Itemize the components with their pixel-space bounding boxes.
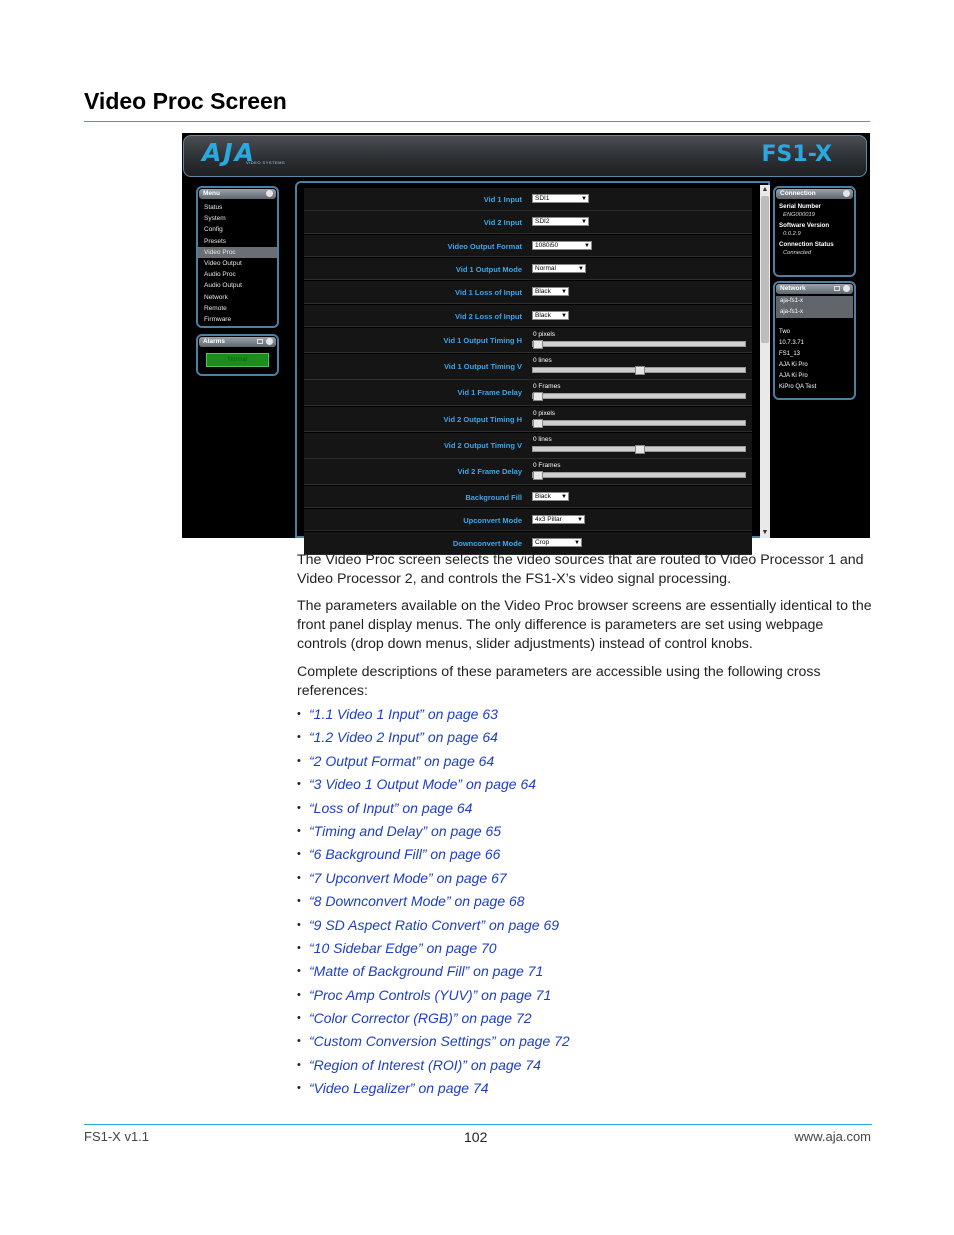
cross-reference-link[interactable]: “2 Output Format” on page 64 — [309, 752, 495, 769]
parameter-row — [304, 509, 752, 532]
slider-handle[interactable] — [533, 419, 543, 428]
slider-handle[interactable] — [533, 471, 543, 480]
cross-reference-item — [297, 821, 570, 844]
cross-reference-list — [297, 704, 570, 1102]
network-device-item[interactable]: 10.7.3.71 — [779, 340, 805, 346]
parameter-label: Downconvert Mode — [452, 539, 522, 549]
bullet-icon: • — [297, 918, 301, 931]
cross-reference-link[interactable]: “3 Video 1 Output Mode” on page 64 — [309, 776, 537, 793]
cross-reference-link[interactable]: “Proc Amp Controls (YUV)” on page 71 — [309, 986, 552, 1003]
parameter-label: Upconvert Mode — [463, 515, 522, 525]
product-logo: FS1-X — [761, 142, 832, 167]
alarms-panel-title: Alarms — [203, 338, 226, 345]
parameter-label: Vid 1 Output Mode — [455, 264, 522, 274]
parameter-label: Vid 2 Input — [483, 218, 522, 228]
network-device-item[interactable]: FS1_13 — [779, 351, 801, 357]
network-device-item[interactable]: Two — [779, 329, 791, 335]
network-panel-title: Network — [780, 285, 806, 292]
chevron-down-icon: ▼ — [577, 516, 583, 523]
bullet-icon: • — [297, 988, 301, 1001]
parameter-row — [304, 281, 752, 304]
cross-reference-item — [297, 844, 570, 867]
bullet-icon: • — [297, 1082, 301, 1095]
cross-reference-item — [297, 891, 570, 914]
dropdown-value: SDI2 — [535, 218, 550, 226]
dropdown-value: Normal — [535, 264, 556, 272]
parameter-slider[interactable] — [532, 446, 746, 452]
parameter-row — [304, 486, 752, 509]
parameters-scrollbar[interactable] — [760, 185, 770, 538]
chevron-down-icon: ▼ — [578, 265, 584, 272]
paragraph-parameters: The parameters available on the Video Proc browser screens are essentially identical to the front panel display menus. The only difference is parameters are set using webpage controls (drop down menus, slider adjustments) instead of control knobs. — [297, 598, 872, 652]
parameter-slider[interactable] — [532, 420, 746, 426]
parameter-label: Vid 2 Output Timing V — [443, 441, 522, 450]
menu-item-network[interactable]: Network — [204, 293, 228, 301]
alarm-status-indicator: Normal — [206, 353, 269, 367]
dropdown-value: 1080i50 — [535, 241, 559, 249]
cross-reference-link[interactable]: “10 Sidebar Edge” on page 70 — [309, 939, 497, 956]
cross-reference-link[interactable]: “8 Downconvert Mode” on page 68 — [309, 893, 525, 910]
bullet-icon: • — [297, 801, 301, 814]
alarms-panel — [196, 334, 279, 376]
parameter-value: 0 lines — [533, 357, 552, 365]
parameter-label: Vid 2 Output Timing H — [443, 414, 522, 424]
slider-handle[interactable] — [533, 340, 543, 349]
scroll-down-icon[interactable]: ▼ — [761, 529, 769, 536]
parameter-dropdown[interactable] — [532, 311, 569, 320]
menu-panel-header — [199, 189, 276, 199]
parameter-value: 0 pixels — [533, 409, 556, 417]
header-banner — [183, 135, 867, 177]
parameter-row — [304, 407, 752, 433]
menu-item-remote[interactable]: Remote — [204, 304, 227, 312]
dropdown-value: Crop — [535, 539, 550, 547]
dropdown-value: 4x3 Pillar — [535, 515, 562, 523]
bullet-icon: • — [297, 1058, 301, 1071]
collapse-icon[interactable] — [266, 190, 273, 197]
cross-reference-link[interactable]: “1.1 Video 1 Input” on page 63 — [309, 706, 498, 722]
title-divider — [84, 121, 870, 122]
footer-divider — [84, 1124, 872, 1125]
cross-reference-item — [297, 751, 570, 774]
parameter-row — [304, 459, 752, 485]
connection-panel-title: Connection — [780, 190, 816, 197]
bullet-icon: • — [297, 824, 301, 837]
parameter-value: 0 lines — [533, 436, 552, 443]
network-panel — [773, 281, 856, 400]
chevron-down-icon: ▼ — [574, 540, 580, 547]
menu-item-video-proc[interactable]: Video Proc — [198, 247, 277, 258]
parameter-row — [304, 433, 752, 459]
connection-panel-header — [776, 189, 853, 199]
alarms-panel-header — [199, 337, 276, 347]
page-number: 102 — [464, 1129, 488, 1145]
bullet-icon: • — [297, 965, 301, 978]
chevron-down-icon: ▼ — [561, 493, 567, 500]
network-device-selected[interactable]: aja-fs1-x — [776, 296, 853, 307]
dropdown-value: Black — [535, 311, 551, 319]
cross-reference-item — [297, 704, 570, 727]
cross-reference-item — [297, 985, 570, 1008]
cross-reference-item — [297, 961, 570, 984]
network-device-list — [775, 327, 854, 393]
dropdown-value: Black — [535, 492, 551, 500]
parameter-label: Video Output Format — [447, 241, 522, 251]
dropdown-value: Black — [535, 288, 551, 296]
cross-reference-item — [297, 868, 570, 891]
network-panel-header — [776, 284, 853, 294]
menu-item-presets[interactable]: Presets — [204, 237, 227, 245]
slider-handle[interactable] — [635, 445, 645, 454]
menu-item-system[interactable]: System — [204, 215, 226, 223]
bullet-icon: • — [297, 871, 301, 884]
cross-reference-item — [297, 727, 570, 750]
bullet-icon: • — [297, 1012, 301, 1025]
bullet-icon: • — [297, 941, 301, 954]
bullet-icon: • — [297, 754, 301, 767]
parameter-slider[interactable] — [532, 472, 746, 478]
cross-reference-item — [297, 1008, 570, 1031]
parameter-row — [304, 211, 752, 234]
collapse-icon[interactable] — [843, 190, 850, 197]
bullet-icon: • — [297, 1035, 301, 1048]
parameter-label: Vid 2 Loss of Input — [455, 311, 522, 321]
footer-product-version: FS1-X v1.1 — [84, 1129, 150, 1144]
parameter-dropdown[interactable] — [532, 287, 569, 296]
chevron-down-icon: ▼ — [584, 242, 590, 249]
collapse-icon[interactable] — [266, 338, 273, 345]
connection-panel — [773, 186, 856, 277]
serial-number-label: Serial Number — [779, 203, 821, 210]
fs1x-webpage-screenshot — [182, 133, 870, 549]
bullet-icon: • — [297, 778, 301, 791]
connection-status-label: Connection Status — [779, 241, 834, 248]
bullet-icon: • — [297, 848, 301, 861]
serial-number-value: ENG000019 — [783, 212, 815, 218]
menu-panel-title: Menu — [203, 190, 220, 197]
menu-item-config[interactable]: Config — [204, 226, 223, 234]
page-title: Video Proc Screen — [84, 88, 287, 114]
cross-reference-link[interactable]: “Loss of Input” on page 64 — [309, 799, 473, 816]
cross-reference-item — [297, 1078, 570, 1101]
cross-reference-link[interactable]: “Timing and Delay” on page 65 — [309, 822, 502, 839]
aja-logo: AJA — [202, 138, 256, 167]
parameter-slider[interactable] — [532, 393, 746, 399]
network-device-item[interactable]: AJA Ki Pro — [779, 373, 808, 379]
scroll-up-icon[interactable]: ▲ — [761, 186, 769, 193]
aja-logo-subtitle: VIDEO SYSTEMS — [246, 160, 286, 165]
bullet-icon: • — [297, 731, 301, 744]
parameter-label: Vid 1 Loss of Input — [455, 288, 522, 298]
parameter-value: 0 pixels — [533, 330, 556, 338]
parameter-slider[interactable] — [532, 341, 746, 347]
slider-handle[interactable] — [635, 366, 645, 375]
cross-reference-item — [297, 1055, 570, 1078]
slider-handle[interactable] — [533, 392, 543, 401]
collapse-icon[interactable] — [843, 285, 850, 292]
parameter-dropdown[interactable] — [532, 241, 592, 250]
cross-reference-link[interactable]: “Region of Interest (ROI)” on page 74 — [309, 1056, 541, 1073]
parameter-row — [304, 188, 752, 211]
chevron-down-icon: ▼ — [561, 289, 567, 296]
menu-item-video-output[interactable]: Video Output — [204, 259, 242, 267]
parameter-label: Vid 1 Input — [483, 195, 522, 204]
parameter-label: Background Fill — [465, 492, 522, 502]
network-device-item[interactable]: AJA Ki Pro — [779, 362, 808, 368]
parameter-row — [304, 328, 752, 354]
video-proc-parameters-panel — [295, 181, 770, 549]
menu-item-audio-proc[interactable]: Audio Proc — [204, 271, 236, 279]
dropdown-value: SDI1 — [535, 195, 550, 202]
parameter-value: 0 Frames — [533, 462, 561, 470]
connection-status-value: Connected — [783, 250, 812, 256]
cross-reference-link[interactable]: “Matte of Background Fill” on page 71 — [309, 963, 544, 980]
parameter-dropdown[interactable] — [532, 492, 569, 501]
cross-reference-link[interactable]: “9 SD Aspect Ratio Convert” on page 69 — [309, 916, 560, 933]
paragraph-references: Complete descriptions of these parameters are accessible using the following cross references: — [297, 664, 821, 699]
parameter-slider[interactable] — [532, 367, 746, 373]
popout-icon[interactable] — [257, 339, 263, 344]
popout-icon[interactable] — [834, 286, 840, 291]
cross-reference-link[interactable]: “7 Upconvert Mode” on page 67 — [309, 869, 507, 886]
menu-item-status[interactable]: Status — [204, 204, 223, 211]
cross-reference-link[interactable]: “Custom Conversion Settings” on page 72 — [309, 1033, 570, 1050]
menu-list — [198, 200, 277, 325]
menu-item-firmware[interactable]: Firmware — [204, 315, 232, 323]
cross-reference-link[interactable]: “6 Background Fill” on page 66 — [309, 846, 501, 863]
cross-reference-link[interactable]: “Video Legalizer” on page 74 — [309, 1080, 489, 1097]
chevron-down-icon: ▼ — [581, 196, 587, 202]
paragraph-intro: The Video Proc screen selects the video sources that are routed to Video Processor 1 and Video Processor 2, and controls the FS1-X’s video signal processing. — [297, 552, 864, 587]
parameter-dropdown[interactable] — [532, 194, 589, 203]
parameter-row — [304, 258, 752, 281]
footer-website: www.aja.com — [794, 1129, 871, 1144]
cross-reference-link[interactable]: “1.2 Video 2 Input” on page 64 — [309, 729, 498, 746]
parameter-dropdown[interactable] — [532, 538, 582, 547]
cross-reference-item — [297, 774, 570, 797]
network-device-item[interactable]: KiPro QA Test — [779, 384, 817, 390]
parameter-label: Vid 2 Frame Delay — [457, 467, 522, 477]
parameter-row — [304, 380, 752, 406]
software-version-value: 0.0.2.9 — [783, 231, 801, 237]
menu-panel — [196, 186, 279, 328]
software-version-label: Software Version — [779, 222, 830, 229]
cross-reference-item — [297, 1031, 570, 1054]
parameter-value: 0 Frames — [533, 383, 561, 391]
parameter-row — [304, 235, 752, 258]
parameter-row — [304, 354, 752, 380]
cross-reference-item — [297, 938, 570, 961]
parameter-dropdown[interactable] — [532, 515, 585, 524]
network-device-selected[interactable]: aja-fs1-x — [776, 307, 853, 318]
parameter-dropdown[interactable] — [532, 264, 586, 273]
chevron-down-icon: ▼ — [561, 312, 567, 319]
cross-reference-item — [297, 798, 570, 821]
cross-reference-item — [297, 915, 570, 938]
cross-reference-link[interactable]: “Color Corrector (RGB)” on page 72 — [309, 1010, 532, 1027]
chevron-down-icon: ▼ — [581, 219, 587, 226]
network-selected-list — [775, 296, 854, 318]
bullet-icon: • — [297, 708, 301, 720]
parameter-label: Vid 1 Frame Delay — [457, 388, 522, 398]
menu-item-audio-output[interactable]: Audio Output — [204, 282, 242, 290]
bullet-icon: • — [297, 895, 301, 908]
parameter-row — [304, 305, 752, 328]
scrollbar-thumb[interactable] — [761, 196, 769, 343]
parameter-dropdown[interactable] — [532, 217, 589, 226]
parameter-label: Vid 1 Output Timing V — [443, 362, 522, 372]
parameter-label: Vid 1 Output Timing H — [443, 335, 522, 345]
